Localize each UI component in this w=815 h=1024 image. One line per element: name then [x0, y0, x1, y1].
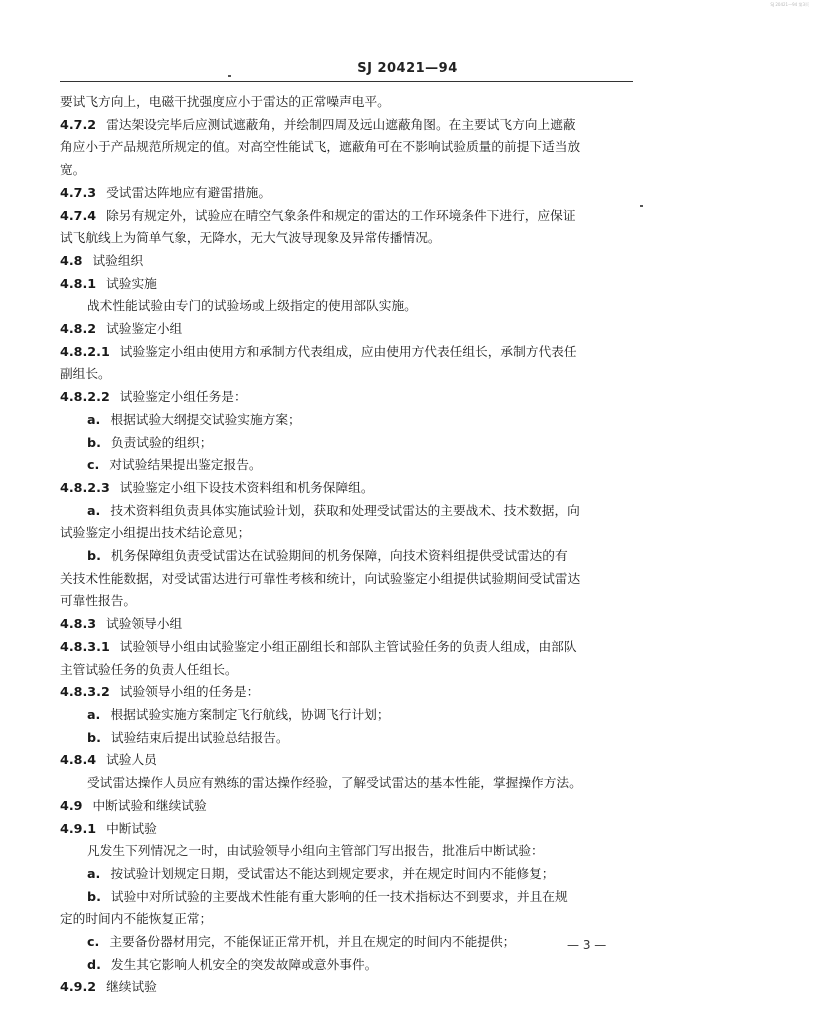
clause-number: 4.7.3: [60, 184, 97, 200]
clause-text: 定的时间内不能恢复正常；: [60, 911, 213, 927]
document-body: [60, 91, 633, 999]
corner-note: SJ 20421—94 第3页: [770, 2, 809, 7]
paragraph-line: [60, 205, 633, 228]
page-number: — 3 —: [567, 938, 607, 952]
paragraph-line: [60, 545, 633, 568]
clause-number: a.: [87, 865, 101, 881]
paragraph-line: [60, 91, 633, 114]
paragraph-line: [60, 363, 633, 386]
clause-text: 战术性能试验由专门的试验场或上级指定的使用部队实施。: [87, 298, 417, 314]
clause-text: 试验鉴定小组: [106, 321, 183, 337]
paragraph-line: [60, 772, 633, 795]
clause-text: 试验结束后提出试验总结报告。: [110, 729, 289, 745]
clause-text: 关技术性能数据，对受试雷达进行可靠性考核和统计，向试验鉴定小组提供试验期间受试雷达: [60, 570, 581, 586]
clause-text: 发生其它影响人机安全的突发故障或意外事件。: [110, 956, 378, 972]
paragraph-line: [60, 454, 633, 477]
clause-text: 试验鉴定小组提出技术结论意见；: [60, 525, 251, 541]
paragraph-line: [60, 795, 633, 818]
clause-number: 4.8.2.1: [60, 343, 110, 359]
clause-number: c.: [87, 457, 100, 473]
clause-text: 试验领导小组: [106, 616, 183, 632]
paragraph-line: [60, 114, 633, 137]
clause-text: 试验领导小组的任务是：: [119, 684, 260, 700]
paragraph-line: [60, 432, 633, 455]
clause-text: 可靠性报告。: [60, 593, 137, 609]
clause-text: 除另有规定外，试验应在晴空气象条件和规定的雷达的工作环境条件下进行，应保证: [106, 207, 576, 223]
clause-text: 试验鉴定小组任务是：: [119, 389, 247, 405]
clause-text: 负责试验的组织；: [110, 434, 213, 450]
clause-number: b.: [87, 888, 101, 904]
clause-text: 宽。: [60, 162, 86, 178]
clause-number: 4.8.4: [60, 752, 97, 768]
paragraph-line: [60, 863, 633, 886]
paragraph-line: [60, 931, 633, 954]
clause-number: 4.8.3.1: [60, 638, 110, 654]
clause-text: 受试雷达操作人员应有熟练的雷达操作经验，了解受试雷达的基本性能，掌握操作方法。: [87, 775, 582, 791]
clause-text: 主要备份器材用完，不能保证正常开机，并且在规定的时间内不能提供；: [109, 934, 516, 950]
clause-text: 试验实施: [106, 275, 157, 291]
clause-text: 试验鉴定小组由使用方和承制方代表组成，应由使用方代表任组长，承制方代表任: [119, 343, 577, 359]
paragraph-line: [60, 954, 633, 977]
paragraph-line: [60, 818, 633, 841]
clause-number: 4.8.2.2: [60, 389, 110, 405]
clause-number: 4.8.1: [60, 275, 97, 291]
scan-speck: [640, 205, 643, 207]
clause-text: 受试雷达阵地应有避雷措施。: [106, 184, 272, 200]
clause-text: 角应小于产品规范所规定的值。对高空性能试飞，遮蔽角可在不影响试验质量的前提下适当放: [60, 139, 581, 155]
page-header: SJ 20421—94: [357, 61, 458, 76]
clause-number: c.: [87, 934, 100, 950]
clause-number: 4.9.1: [60, 820, 97, 836]
clause-text: 试验中对所试验的主要战术性能有重大影响的任一技术指标达不到要求，并且在规: [110, 888, 568, 904]
paragraph-line: [60, 250, 633, 273]
paragraph-line: [60, 182, 633, 205]
paragraph-line: [60, 500, 633, 523]
paragraph-line: [60, 613, 633, 636]
paragraph-line: [60, 590, 633, 613]
clause-text: 对试验结果提出鉴定报告。: [109, 457, 262, 473]
clause-text: 中断试验和继续试验: [92, 797, 207, 813]
paragraph-line: [60, 749, 633, 772]
clause-number: a.: [87, 706, 101, 722]
clause-text: 副组长。: [60, 366, 111, 382]
paragraph-line: [60, 886, 633, 909]
clause-text: 技术资料组负责具体实施试验计划，获取和处理受试雷达的主要战术、技术数据，向: [110, 502, 580, 518]
paragraph-line: [60, 659, 633, 682]
scan-speck: [228, 75, 231, 77]
paragraph-line: [60, 136, 633, 159]
paragraph-line: [60, 908, 633, 931]
clause-number: a.: [87, 502, 101, 518]
clause-number: b.: [87, 434, 101, 450]
clause-number: 4.8.3.2: [60, 684, 110, 700]
clause-text: 中断试验: [106, 820, 157, 836]
paragraph-line: [60, 681, 633, 704]
clause-text: 机务保障组负责受试雷达在试验期间的机务保障，向技术资料组提供受试雷达的有: [110, 548, 568, 564]
clause-text: 试验鉴定小组下设技术资料组和机务保障组。: [119, 479, 374, 495]
paragraph-line: [60, 522, 633, 545]
clause-text: 继续试验: [106, 979, 157, 995]
paragraph-line: [60, 409, 633, 432]
clause-text: 雷达架设完毕后应测试遮蔽角，并绘制四周及远山遮蔽角图。在主要试飞方向上遮蔽: [106, 116, 576, 132]
paragraph-line: [60, 386, 633, 409]
clause-number: 4.8: [60, 252, 83, 268]
clause-number: 4.8.2: [60, 321, 97, 337]
clause-number: a.: [87, 411, 101, 427]
paragraph-line: [60, 227, 633, 250]
paragraph-line: [60, 295, 633, 318]
paragraph-line: [60, 318, 633, 341]
clause-text: 按试验计划规定日期，受试雷达不能达到规定要求，并在规定时间内不能修复；: [110, 865, 555, 881]
clause-text: 试验组织: [92, 252, 144, 268]
paragraph-line: [60, 341, 633, 364]
clause-number: 4.8.3: [60, 616, 97, 632]
paragraph-line: [60, 976, 633, 999]
paragraph-line: [60, 636, 633, 659]
header-rule: [60, 81, 633, 82]
paragraph-line: [60, 477, 633, 500]
clause-number: 4.9.2: [60, 979, 97, 995]
clause-text: 主管试验任务的负责人任组长。: [60, 661, 238, 677]
paragraph-line: [60, 727, 633, 750]
paragraph-line: [60, 568, 633, 591]
paragraph-line: [60, 840, 633, 863]
clause-text: 试飞航线上为简单气象，无降水，无大气波导现象及异常传播情况。: [60, 230, 441, 246]
paragraph-line: [60, 273, 633, 296]
clause-number: 4.7.4: [60, 207, 97, 223]
paragraph-line: [60, 704, 633, 727]
clause-text: 要试飞方向上，电磁干扰强度应小于雷达的正常噪声电平。: [60, 94, 390, 109]
clause-text: 根据试验大纲提交试验实施方案；: [110, 411, 301, 427]
clause-number: 4.9: [60, 797, 83, 813]
clause-number: 4.7.2: [60, 116, 97, 132]
clause-number: d.: [87, 956, 101, 972]
paragraph-line: [60, 159, 633, 182]
clause-text: 凡发生下列情况之一时，由试验领导小组向主管部门写出报告，批准后中断试验：: [87, 843, 544, 859]
clause-text: 根据试验实施方案制定飞行航线，协调飞行计划；: [110, 706, 390, 722]
clause-number: 4.8.2.3: [60, 479, 110, 495]
clause-number: b.: [87, 548, 101, 564]
clause-text: 试验领导小组由试验鉴定小组正副组长和部队主管试验任务的负责人组成，由部队: [119, 638, 577, 654]
clause-number: b.: [87, 729, 101, 745]
clause-text: 试验人员: [106, 752, 157, 768]
